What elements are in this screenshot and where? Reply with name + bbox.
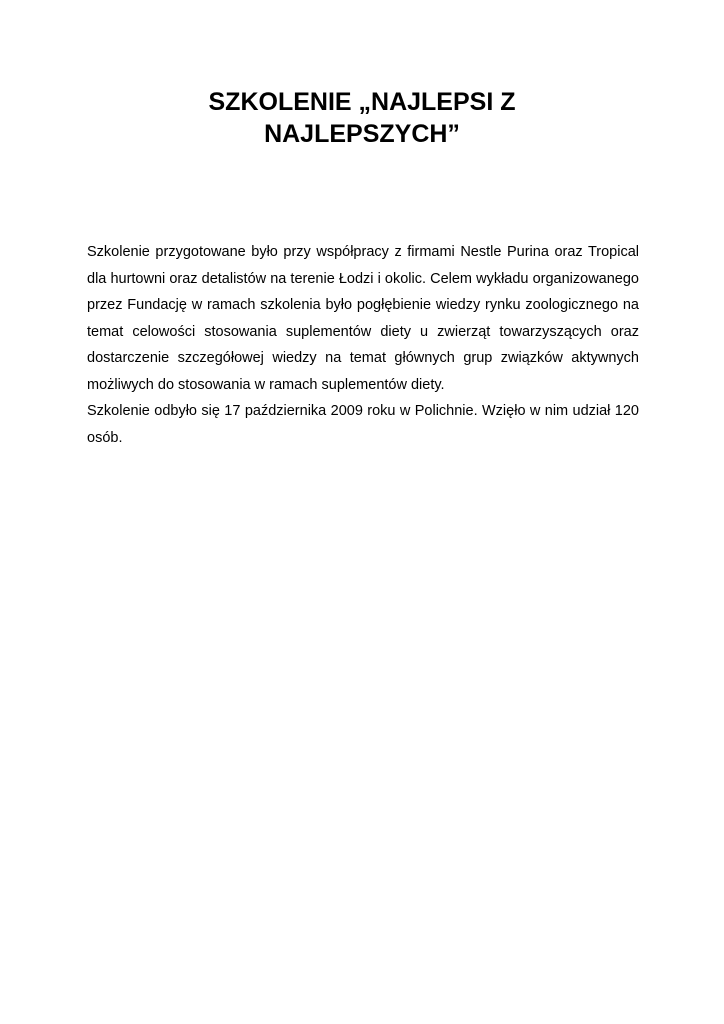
document-title: SZKOLENIE „NAJLEPSI Z NAJLEPSZYCH”: [208, 88, 516, 148]
paragraph-training-description: Szkolenie przygotowane było przy współpracy z firmami Nestle Purina oraz Tropical dla hurtowni oraz detalistów na terenie Łodzi i okolic. Celem wykładu organizowanego przez Fundację w ramach szkolenia było pogłębienie wiedzy rynku zoologicznego na temat celowości stosowania suplementów diety u zwierząt towarzyszących oraz dostarczenie szczegółowej wiedzy na temat głównych grup związków aktywnych możliwych do stosowania w ramach suplementów diety.: [87, 244, 639, 393]
document-body: [87, 239, 639, 451]
paragraph-training-date: Szkolenie odbyło się 17 października 2009 roku w Polichnie. Wzięło w nim udział 120 osób.: [87, 403, 639, 446]
